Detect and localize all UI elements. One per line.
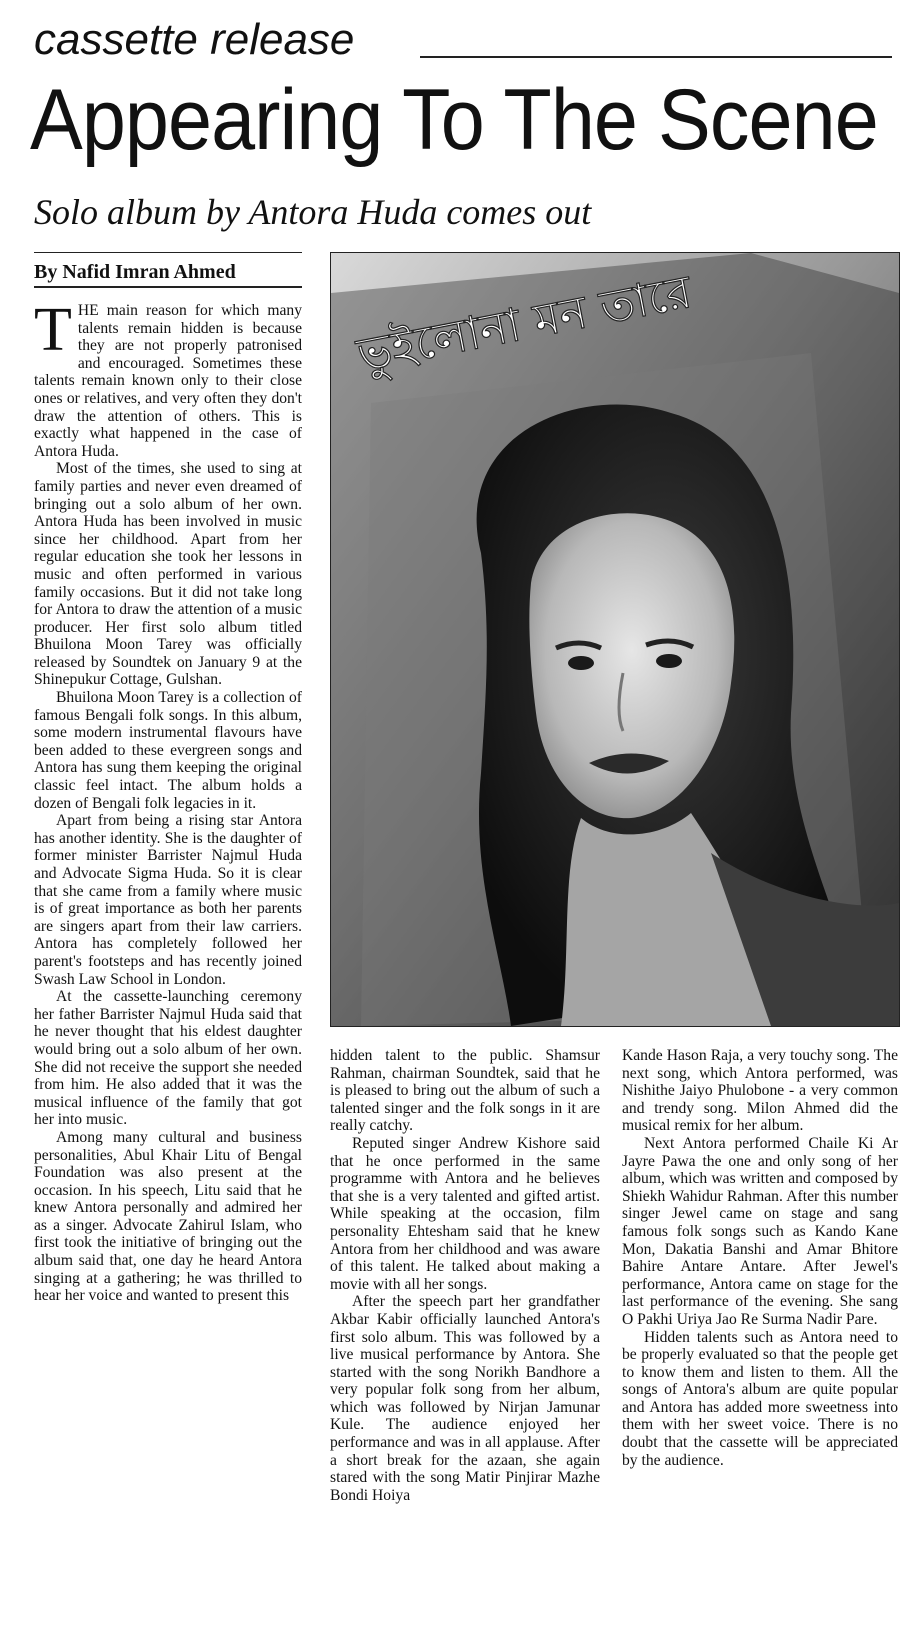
kicker-rule xyxy=(420,56,892,58)
article-paragraph: THE main reason for which many talents remain hidden is because they are not properly patronised and encouraged. Sometimes these talents remain known only to their close ones or relatives, and very often they don't draw the attention of others. This is exactly what happened in the case of Antora Huda. xyxy=(34,302,302,460)
article-paragraph: hidden talent to the public. Shamsur Rahman, chairman Soundtek, said that he is pleased to bring out the album of such a talented singer and the folk songs in it are really catchy. xyxy=(330,1047,600,1135)
album-cover-photo xyxy=(330,252,900,1027)
article-paragraph: At the cassette-launching ceremony her father Barrister Najmul Huda said that he never thought that his eldest daughter would bring out a solo album of her own. She did not receive the support she needed from him. He also added that it was the musical influence of the family that got her into music. xyxy=(34,988,302,1129)
byline: By Nafid Imran Ahmed xyxy=(34,261,236,283)
article-column-1 xyxy=(34,302,302,1642)
byline-rule-top xyxy=(34,252,302,253)
article-paragraph: Bhuilona Moon Tarey is a collection of famous Bengali folk songs. In this album, some modern instrumental flavours have been added to these evergreen songs and Antora has sung them keeping the original classic feel intact. The album holds a dozen of Bengali folk legacies in it. xyxy=(34,689,302,812)
article-paragraph: Kande Hason Raja, a very touchy song. The next song, which Antora performed, was Nishithe Jaiyo Phulobone - a very common and trendy song. Milon Ahmed did the musical remix for her album. xyxy=(622,1047,898,1135)
article-paragraph: Reputed singer Andrew Kishore said that he once performed in the same programme with Antora and he believes that she is a very talented and gifted artist. While speaking at the occasion, film personality Ehtesham said that he knew Antora from her childhood and was aware of this talent. He talked about making a movie with all her songs. xyxy=(330,1134,600,1293)
section-kicker: cassette release xyxy=(34,15,355,64)
article-column-2 xyxy=(330,1047,600,1642)
article-paragraph: After the speech part her grandfather Akbar Kabir officially launched Antora's first solo album. This was followed by a live musical performance by Antora. She started with the song Norikh Bandhore a very popular folk song from her album, which was followed by Nirjan Jamunar Kule. The audience enjoyed her performance and was in all applause. After a short break for the azaan, she again stared with the song Matir Pinjirar Mazhe Bondi Hoiya xyxy=(330,1293,600,1504)
article-paragraph: Hidden talents such as Antora need to be properly evaluated so that the people get to know them and listen to them. All the songs of Antora's album are quite popular and Antora has added more sweetness into them with her sweet voice. There is no doubt that the cassette will be appreciated by the audience. xyxy=(622,1328,898,1469)
article-paragraph: Most of the times, she used to sing at family parties and never even dreamed of bringing out a solo album of her own. Antora Huda has been involved in music since her childhood. Apart from her regular education she took her lessons in music and often performed in various family occasions. But it did not take long for Antora to draw the attention of a music producer. Her first solo album titled Bhuilona Moon Tarey was officially released by Soundtek on January 9 at the Shinepukur Cottage, Gulshan. xyxy=(34,460,302,689)
article-paragraph: Among many cultural and business personalities, Abul Khair Litu of Bengal Foundation was also present at the occasion. In his speech, Litu said that he knew Antora personally and admired her as a singer. Advocate Zahirul Islam, who first took the initiative of bringing out the album said that, one day he heard Antora singing at a gathering; he was thrilled to hear her voice and wanted to present this xyxy=(34,1128,302,1305)
drop-cap: T xyxy=(34,302,72,364)
byline-rule-bottom xyxy=(34,286,302,288)
article-column-3 xyxy=(622,1047,898,1642)
subheadline: Solo album by Antora Huda comes out xyxy=(34,192,592,232)
article-paragraph: Next Antora performed Chaile Ki Ar Jayre Pawa the one and only song of her album, which was written and composed by Shiekh Wahidur Rahman. After this number singer Jewel came on stage and sang famous folk songs such as Kando Kane Mon, Dakatia Banshi and Amar Bhitore Bahire Antare Antare. After Jewel's performance, Antora came on stage for the last performance of the evening. She sang O Pakhi Uriya Jao Re Surma Nadir Pare. xyxy=(622,1134,898,1328)
cover-title-text: ভুইলোনা মন তারে xyxy=(352,264,696,382)
headline: Appearing To The Scene xyxy=(30,72,878,168)
article-paragraph: Apart from being a rising star Antora has another identity. She is the daughter of former minister Barrister Najmul Huda and Advocate Sigma Huda. So it is clear that she came from a family where music is of great importance as both her parents are singers apart from their law carriers. Antora has completely followed her parent's footsteps and has recently joined Swash Law School in London. xyxy=(34,812,302,988)
